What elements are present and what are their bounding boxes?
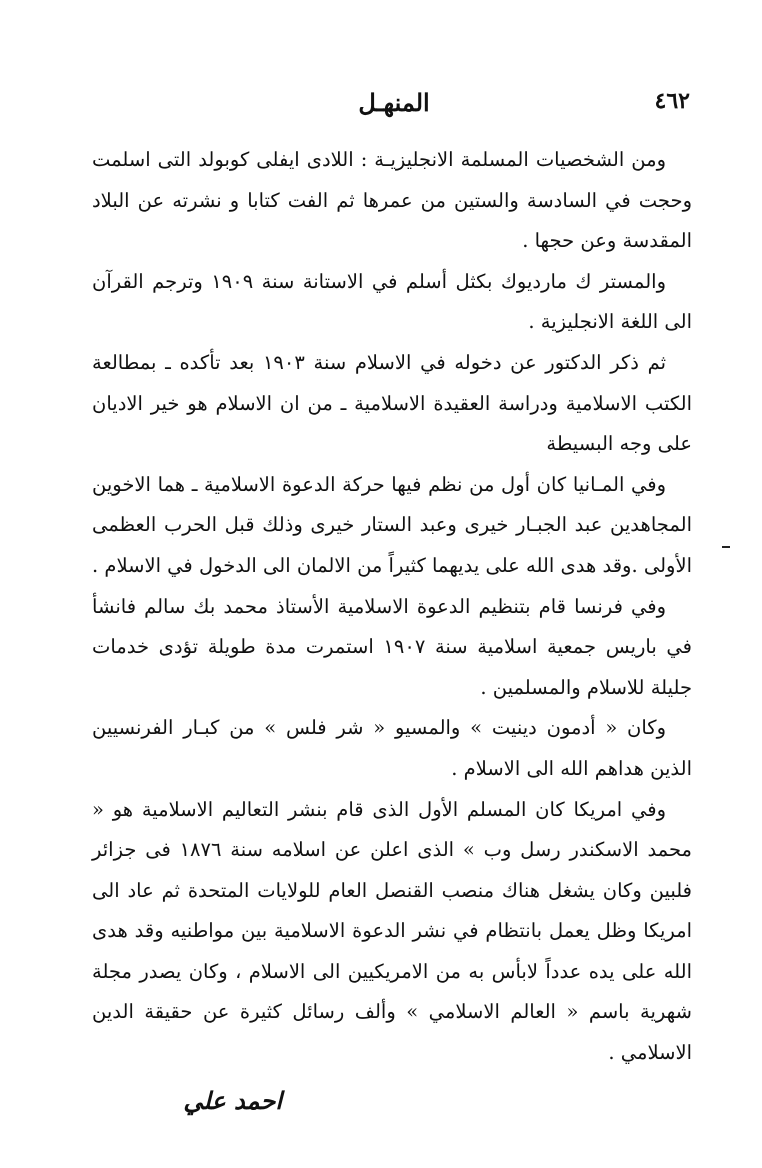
running-title: المنهـل xyxy=(358,88,430,117)
paragraph-english-personalities: ومن الشخصيات المسلمة الانجليزيـة : اللادى ايفلى كوبولد التى اسلمت وحجت في السادسة والستين من عمرها ثم الفت كتابا و نشرته عن البلاد المقدسة وعن حجها . xyxy=(92,148,692,253)
article-body xyxy=(92,140,692,1074)
paragraph-pickthall: والمستر ك مارديوك بكثل أسلم في الاستانة سنة ١٩٠٩ وترجم القرآن الى اللغة الانجليزية . xyxy=(92,269,692,334)
paragraph-america: وفي امريكا كان المسلم الأول الذى قام بنشر التعاليم الاسلامية هو « محمد الاسكندر رسل وب » الذى اعلن عن اسلامه سنة ١٨٧٦ فى جزائر فلبين وكان يشغل هناك منصب القنصل العام للولايات المتحدة ثم عاد الى امريكا وظل يعمل بانتظام في نشر الدعوة الاسلامية بين مواطنيه وقد هدى الله على يده عدداً لابأس به من الامريكيين الى الاسلام ، وكان يصدر مجلة شهرية باسم « العالم الاسلامي » وألف رسائل كثيرة عن حقيقة الدين الاسلامي . xyxy=(92,797,692,1065)
author-signature: احمد علي xyxy=(183,1086,282,1115)
paragraph-france: وفي فرنسا قام بتنظيم الدعوة الاسلامية الأستاذ محمد بك سالم فانشأ في باريس جمعية اسلامية سنة ١٩٠٧ استمرت مدة طويلة تؤدى خدمات جليلة للاسلام والمسلمين . xyxy=(92,594,692,699)
paragraph-doctor: ثم ذكر الدكتور عن دخوله في الاسلام سنة ١٩٠٣ بعد تأكده ـ بمطالعة الكتب الاسلامية ودراسة العقيدة الاسلامية ـ من ان الاسلام هو خير الاديان على وجه البسيطة xyxy=(92,350,692,456)
margin-mark xyxy=(722,546,730,548)
paragraph-french-converts: وكان « أدمون دينيت » والمسيو « شر فلس » من كبـار الفرنسيين الذين هداهم الله الى الاسلام . xyxy=(92,716,692,780)
page-number: ٤٦٢ xyxy=(654,88,690,114)
paragraph-germany: وفي المـانيا كان أول من نظم فيها حركة الدعوة الاسلامية ـ هما الاخوين المجاهدين عبد الجبـار خيرى وعبد الستار خيرى وذلك قبل الحرب العظمى الأولى .وقد هدى الله على يديهما كثيراً من الالمان الى الدخول في الاسلام . xyxy=(92,472,692,577)
page-header xyxy=(98,88,690,122)
